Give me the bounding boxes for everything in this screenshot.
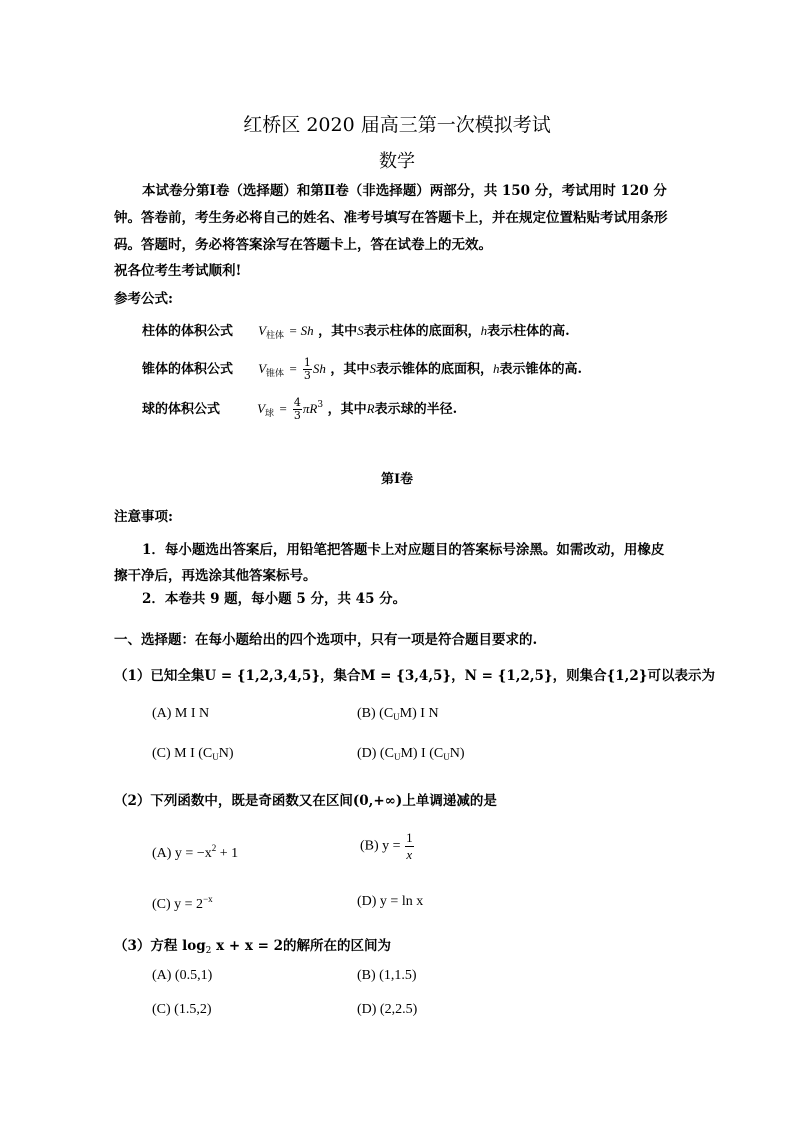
option-text: + 1 [216,846,239,861]
question-1-option-a: (A) M I N [152,706,210,721]
formula-heading: 参考公式: [114,291,173,307]
question-2-option-a [152,843,238,862]
notice-item-2: 2．本卷共 9 题，每小题 5 分，共 45 分。 [142,591,407,607]
formula-note: ，其中 [327,402,367,417]
option-text: N) [449,746,465,761]
formula-note: 表示球的半径. [374,402,458,417]
formula-note: ，其中 [318,324,358,339]
option-text: (B) y = [360,838,401,854]
notice-item-1: 1．每小题选出答案后，用铅笔把答题卡上对应题目的答案标号涂黑。如需改动，用橡皮 [142,542,665,558]
section-heading: 第Ⅰ卷 [380,472,414,487]
question-3-option-c: (C) (1.5,2) [152,1002,212,1017]
question-2-option-b [360,830,415,863]
stem-subscript: 2 [205,946,212,956]
fraction-denominator: 3 [303,369,311,382]
formula-name: 球的体积公式 [142,402,221,417]
instructions-paragraph: 本试卷分第Ⅰ卷（选择题）和第Ⅱ卷（非选择题）两部分，共 150 分，考试用时 120 分钟。答卷前，考生务必将自己的姓名、准考号填写在答题卡上，并在规定位置粘贴考试用条形码。答题时，务必将答案涂写在答题卡上，答在试卷上的无效。 [114,183,668,253]
formula-superscript: 3 [317,400,324,410]
formula-pyramid: 锥体的体积公式 $V_{锥体}$ = $\frac{1}{3}$ Sh ，其中S表示锥体的底面积，h表示锥体的高. [142,356,582,382]
formula-name: 柱体的体积公式 [142,324,234,339]
option-fraction [405,830,414,863]
option-subscript: U [393,752,401,762]
notice-title: 注意事项: [114,509,173,525]
formula-rhs: πR [302,401,318,416]
formula-subscript: 柱体 [266,331,285,341]
question-3-option-d: (D) (2,2.5) [357,1002,418,1017]
formula-rhs: Sh [312,361,326,376]
question-1-option-d [357,746,465,762]
formula-prism [142,320,570,341]
formula-var: R [366,401,375,416]
question-3-option-b: (B) (1,1.5) [357,968,417,983]
subject-title: 数学 [379,151,415,172]
option-subscript: U [212,752,219,762]
question-3-stem [114,934,391,956]
option-subscript: U [393,712,400,722]
fraction-denominator: x [406,847,413,862]
stem-text: （3）方程 log [114,938,206,954]
option-text: N) [218,746,234,761]
formula-subscript: 锥体 [266,369,285,379]
formula-lhs: V [258,361,267,376]
fraction-numerator: 4 [293,396,301,409]
option-text: M) I (C [400,746,444,761]
option-superscript: −x [203,894,213,904]
formula-var: h [492,361,500,376]
exam-title: 红桥区 2020 届高三第一次模拟考试 [243,114,551,136]
question-2-option-d: (D) y = ln x [357,894,424,909]
formula-name: 锥体的体积公式 [142,362,234,377]
fraction-denominator: 3 [293,409,301,422]
option-text: (C) M I (C [152,746,213,761]
stem-text: x + x = 2的解所在的区间为 [211,938,392,954]
exam-instructions [114,178,684,259]
formula-sphere: 球的体积公式 $V_球$ = $\frac{4}{3}$ $\pi R^3$ ，其中R表示球的半径. [142,396,458,422]
option-text: M) I N [399,706,439,721]
formula-rhs: = Sh [288,323,314,338]
formula-note: 表示锥体的高. [499,362,582,377]
question-3-option-a: (A) (0.5,1) [152,968,213,983]
option-text: (A) y = −x [152,846,212,861]
question-1-option-c [152,746,234,762]
good-luck-line: 祝各位考生考试顺利! [114,263,242,279]
option-text: (D) (C [357,746,394,761]
formula-lhs: V [258,323,267,338]
notice-item-1-cont: 擦干净后，再选涂其他答案标号。 [114,568,317,584]
question-2-stem: （2）下列函数中，既是奇函数又在区间(0,+∞)上单调递减的是 [114,793,497,809]
formula-fraction [303,357,312,382]
formula-lhs: V [257,401,266,416]
formula-var: S [369,361,376,376]
formula-note: ，其中 [330,362,370,377]
fraction-numerator: 1 [406,830,413,845]
option-superscript: 2 [211,843,217,853]
formula-note: 表示锥体的底面积， [375,362,493,377]
option-text: (B) (C [357,706,394,721]
question-1-option-b [357,706,439,722]
formula-fraction [293,397,302,422]
formula-var: h [480,323,488,338]
fraction-numerator: 1 [303,356,311,369]
formula-var: S [357,323,364,338]
question-1-stem: （1）已知全集U = {1,2,3,4,5}，集合M = {3,4,5}，N = {1,2,5}，则集合{1,2}可以表示为 [114,668,715,684]
formula-note: 表示柱体的高. [487,324,570,339]
option-subscript: U [443,752,450,762]
option-text: (C) y = 2 [152,897,204,912]
formula-note: 表示柱体的底面积， [363,324,481,339]
question-2-option-c [152,894,213,913]
part-heading: 一、选择题：在每小题给出的四个选项中，只有一项是符合题目要求的. [114,632,538,648]
formula-subscript: 球 [265,409,275,419]
